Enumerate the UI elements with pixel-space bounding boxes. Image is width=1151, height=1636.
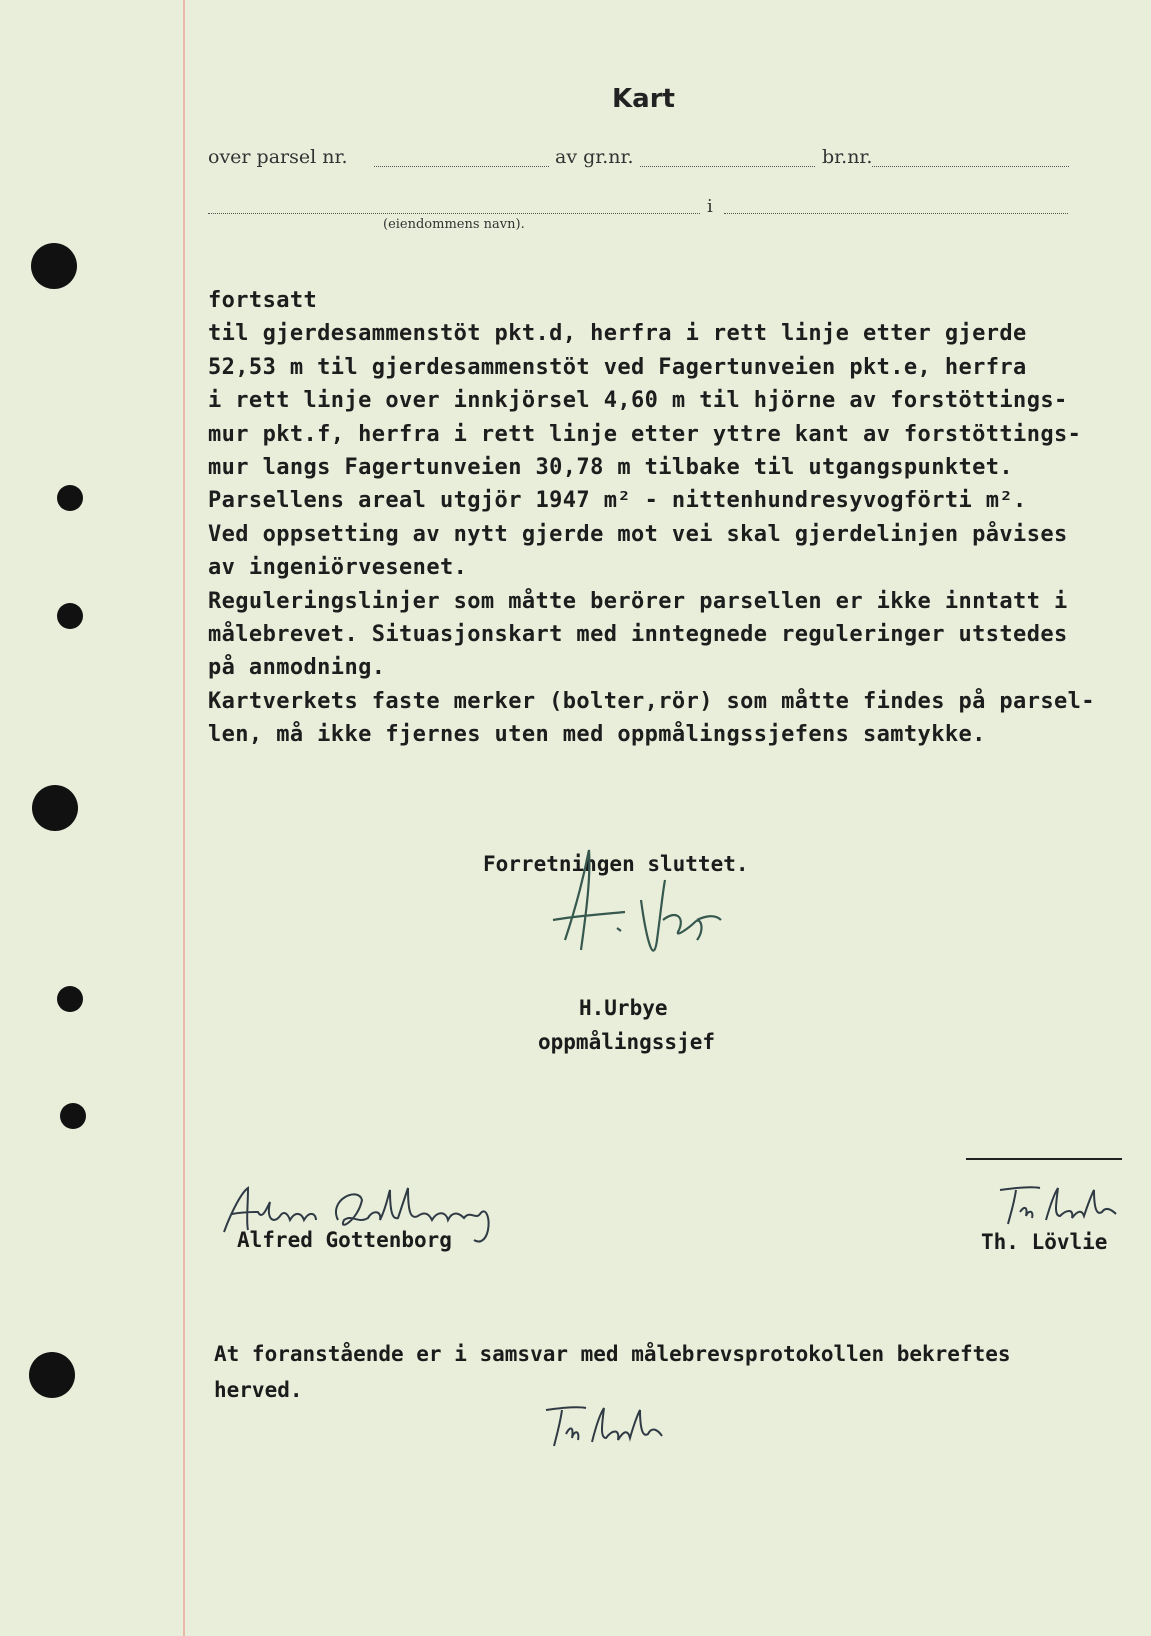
margin-line	[183, 0, 185, 1636]
body-line: mur pkt.f, herfra i rett linje etter yttre kant av forstöttings-	[208, 421, 1082, 447]
confirmation-line: At foranstående er i samsvar med målebrevsprotokollen bekreftes	[214, 1342, 1011, 1366]
parsel-nr-field	[374, 166, 549, 167]
body-line: på anmodning.	[208, 655, 386, 681]
body-line: Kartverkets faste merker (bolter,rör) som måtte findes på parsel-	[208, 688, 1095, 714]
eiendom-label: (eiendommens navn).	[383, 217, 525, 232]
closing-text: Forretningen sluttet.	[483, 852, 749, 876]
lovlie-confirmation-signature	[540, 1398, 670, 1454]
binder-hole	[60, 1103, 86, 1129]
brnr-label: br.nr.	[822, 146, 873, 168]
lovlie-signature	[994, 1180, 1124, 1230]
av-grnr-label: av gr.nr.	[555, 146, 634, 168]
over-parsel-label: over parsel nr.	[208, 146, 348, 168]
i-label: i	[707, 196, 713, 217]
urbye-title: oppmålingssjef	[538, 1030, 716, 1054]
binder-hole	[57, 485, 83, 511]
binder-hole	[57, 986, 83, 1012]
signature-rule	[966, 1158, 1122, 1160]
binder-hole	[29, 1352, 75, 1398]
form-title: Kart	[612, 84, 675, 114]
body-line: Ved oppsetting av nytt gjerde mot vei skal gjerdelinjen påvises	[208, 521, 1068, 547]
confirmation-line: herved.	[214, 1378, 303, 1402]
body-line: fortsatt	[208, 288, 318, 313]
body-line: Reguleringslinjer som måtte berörer parsellen er ikke inntatt i	[208, 588, 1068, 614]
body-line: Parsellens areal utgjör 1947 m² - nittenhundresyvogförti m².	[208, 488, 1027, 514]
lovlie-name: Th. Lövlie	[981, 1230, 1108, 1254]
body-text	[208, 284, 1118, 752]
body-line: målebrevet. Situasjonskart med inntegnede reguleringer utstedes	[208, 622, 1068, 648]
eiendom-field	[208, 213, 700, 214]
body-line: i rett linje over innkjörsel 4,60 m til hjörne av forstöttings-	[208, 388, 1068, 414]
urbye-name: H.Urbye	[579, 996, 668, 1020]
urbye-signature	[545, 830, 745, 1010]
grnr-field	[640, 166, 815, 167]
gottenborg-name: Alfred Gottenborg	[237, 1228, 452, 1252]
body-line: len, må ikke fjernes uten med oppmålingssjefens samtykke.	[208, 722, 986, 748]
body-line: 52,53 m til gjerdesammenstöt ved Fagertunveien pkt.e, herfra	[208, 354, 1027, 380]
body-line: til gjerdesammenstöt pkt.d, herfra i rett linje etter gjerde	[208, 321, 1027, 347]
brnr-field	[872, 166, 1069, 167]
binder-hole	[57, 603, 83, 629]
binder-hole	[31, 243, 77, 289]
body-line: mur langs Fagertunveien 30,78 m tilbake til utgangspunktet.	[208, 455, 1014, 481]
body-line: av ingeniörvesenet.	[208, 555, 468, 581]
binder-hole	[32, 785, 78, 831]
sted-field	[724, 213, 1068, 214]
